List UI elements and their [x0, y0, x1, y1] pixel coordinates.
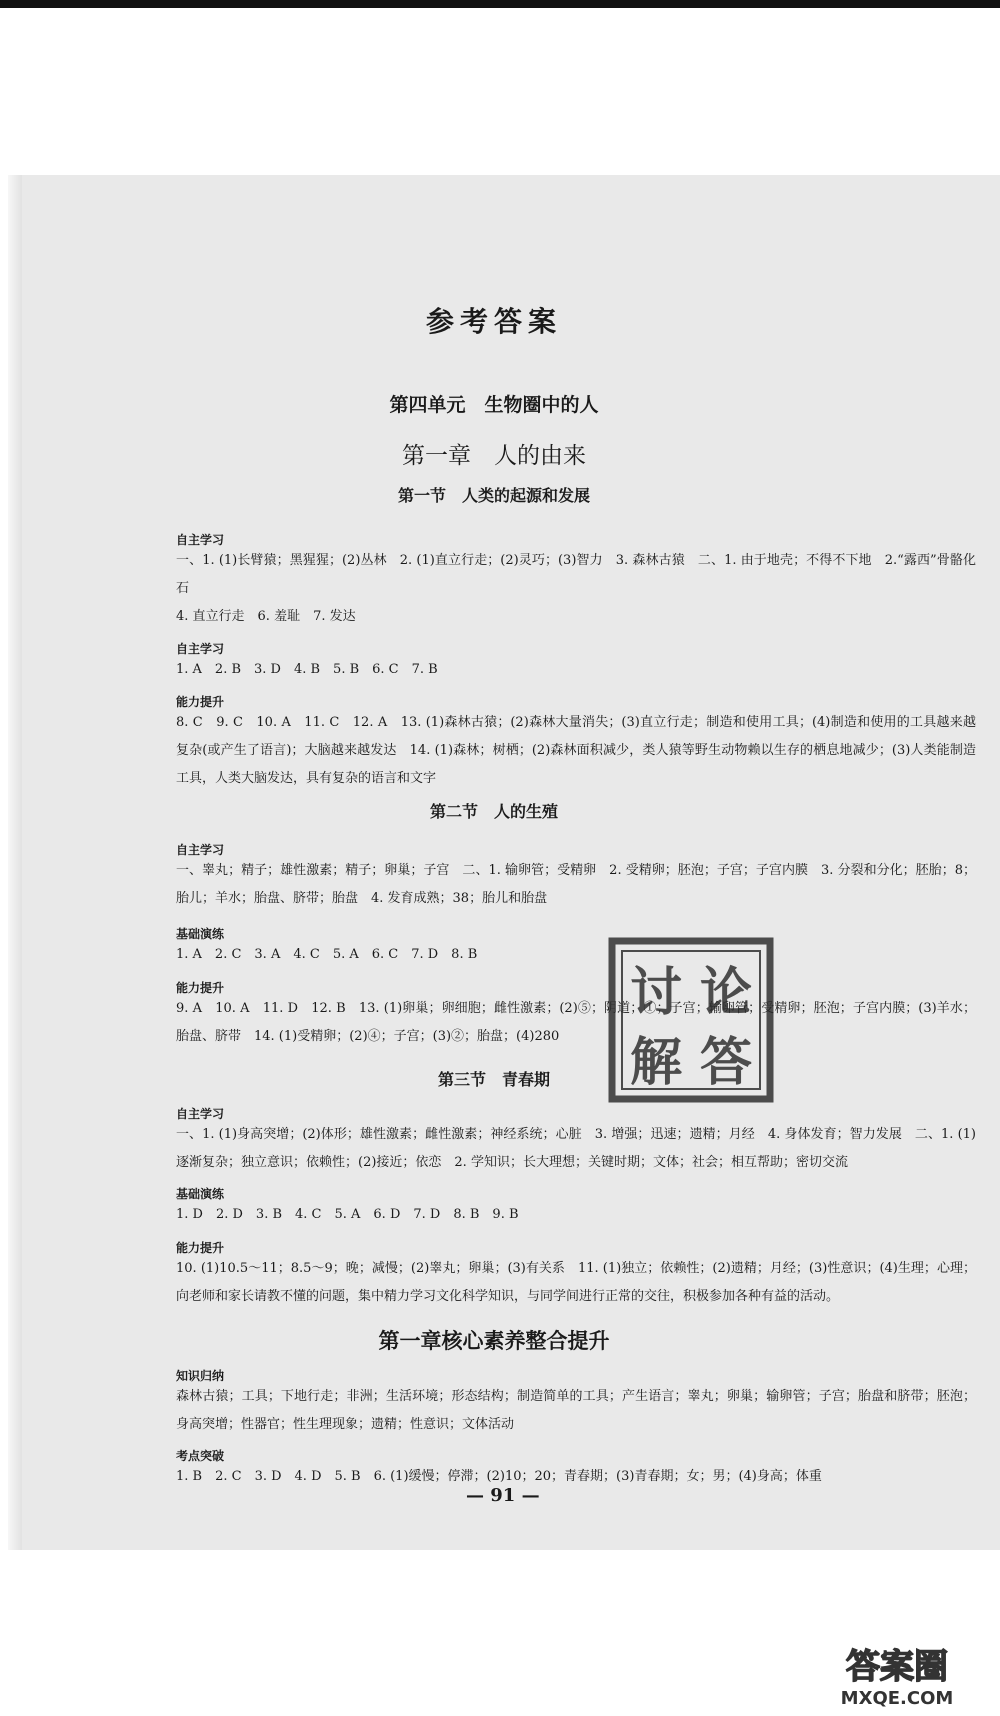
stamp-char-3: 解 [629, 1032, 683, 1093]
label-nengli-1: 能力提升 [176, 695, 225, 709]
summary-zhishi-answers: 森林古猿；工具；下地行走；非洲；生活环境；形态结构；制造简单的工具；产生语言；睾丸；卵巢；输卵管；子宫；胎盘和脐带；胚泡；身高突增；性器官；性生理现象；遗精；性意识；文体活动 [176, 1389, 976, 1432]
label-kaodian: 考点突破 [176, 1449, 225, 1463]
s2-nengli-answers: 9. A 10. A 11. D 12. B 13. (1)卵巢；卵细胞；雌性激素；(2)⑤；阴道；①；子宫；输卵管；受精卵；胚泡；子宫内膜；(3)羊水；胎盘、脐带 14. (1)受精卵；(2)④；子宫；(3)②；胎盘；(4)280 [176, 1001, 976, 1044]
s3-nengli-answers: 10. (1)10.5～11；8.5～9；晚；减慢；(2)睾丸；卵巢；(3)有关系 11. (1)独立；依赖性；(2)遗精；月经；(3)性意识；(4)生理；心理；向老师和家长请教不懂的问题，集中精力学习文化科学知识，与同学间进行正常的交往，积极参加各种有益的活动。 [176, 1261, 976, 1304]
page-title: 参考答案 [425, 305, 562, 338]
s1-zizhu2-answers: 1. A 2. B 3. D 4. B 5. B 6. C 7. B [176, 662, 438, 677]
answer-page [8, 175, 1000, 1550]
stamp-char-4: 答 [699, 1032, 753, 1093]
section-1-title: 第一节 人类的起源和发展 [397, 486, 590, 505]
stamp-char-1: 讨 [629, 962, 683, 1023]
chapter-title: 第一章 人的由来 [402, 443, 586, 469]
s2-jichu-answers: 1. A 2. C 3. A 4. C 5. A 6. C 7. D 8. B [176, 947, 478, 962]
page-number: — 91 — [466, 1485, 540, 1506]
s3-zizhu-answers: 一、1. (1)身高突增；(2)体形；雄性激素；雌性激素；神经系统；心脏 3. 增强；迅速；遗精；月经 4. 身体发育；智力发展 二、1. (1)逐渐复杂；独立意识；依赖性；(2)接近；依恋 2. 学知识；长大理想；关键时期；文体；社会；相互帮助；密切交流 [176, 1127, 976, 1170]
unit-title: 第四单元 生物圈中的人 [389, 394, 599, 416]
label-jichu-1: 基础演练 [176, 927, 225, 941]
page-edge-shadow [8, 175, 22, 1550]
s1-zizhu-answers-2: 4. 直立行走 6. 羞耻 7. 发达 [176, 609, 356, 624]
s3-jichu-answers: 1. D 2. D 3. B 4. C 5. A 6. D 7. D 8. B 9. B [176, 1207, 519, 1222]
section-3-title: 第三节 青春期 [437, 1070, 550, 1089]
top-bar [0, 0, 1000, 8]
section-2-title: 第二节 人的生殖 [429, 802, 558, 821]
label-zhishi: 知识归纳 [176, 1369, 225, 1383]
label-zizhu-1: 自主学习 [176, 533, 225, 547]
s1-zizhu-answers: 一、1. (1)长臂猿；黑猩猩；(2)丛林 2. (1)直立行走；(2)灵巧；(3)智力 3. 森林古猿 二、1. 由于地壳；不得不下地 2.“露西”骨骼化石 [176, 553, 976, 596]
label-jichu-2: 基础演练 [176, 1187, 225, 1201]
seal-stamp-icon [606, 935, 776, 1105]
s1-nengli-answers: 8. C 9. C 10. A 11. C 12. A 13. (1)森林古猿；(2)森林大量消失；(3)直立行走；制造和使用工具；(4)制造和使用的工具越来越复杂(或产生了语言)；大脑越来越发达 14. (1)森林；树栖；(2)森林面积减少，类人猿等野生动物赖以生存的栖息地减少；(3)人类能制造工具，人类大脑发达，具有复杂的语言和文字 [176, 715, 976, 786]
label-nengli-3: 能力提升 [176, 1241, 225, 1255]
summary-title: 第一章核心素养整合提升 [378, 1328, 610, 1353]
label-zizhu-4: 自主学习 [176, 1107, 225, 1121]
watermark-logo-icon [802, 1640, 992, 1710]
stamp-char-2: 论 [699, 962, 753, 1023]
summary-kaodian-answers: 1. B 2. C 3. D 4. D 5. B 6. (1)缓慢；停滞；(2)10；20；青春期；(3)青春期；女；男；(4)身高；体重 [176, 1469, 822, 1484]
watermark-url: MXQE.COM [840, 1688, 954, 1709]
label-nengli-2: 能力提升 [176, 981, 225, 995]
s2-zizhu-answers: 一、睾丸；精子；雄性激素；精子；卵巢；子宫 二、1. 输卵管；受精卵 2. 受精卵；胚泡；子宫；子宫内膜 3. 分裂和分化；胚胎；8；胎儿；羊水；胎盘、脐带；胎盘 4. 发育成熟；38；胎儿和胎盘 [176, 863, 976, 906]
label-zizhu-2: 自主学习 [176, 642, 225, 656]
watermark-logo-text: 答案圈 [846, 1647, 948, 1687]
label-zizhu-3: 自主学习 [176, 843, 225, 857]
